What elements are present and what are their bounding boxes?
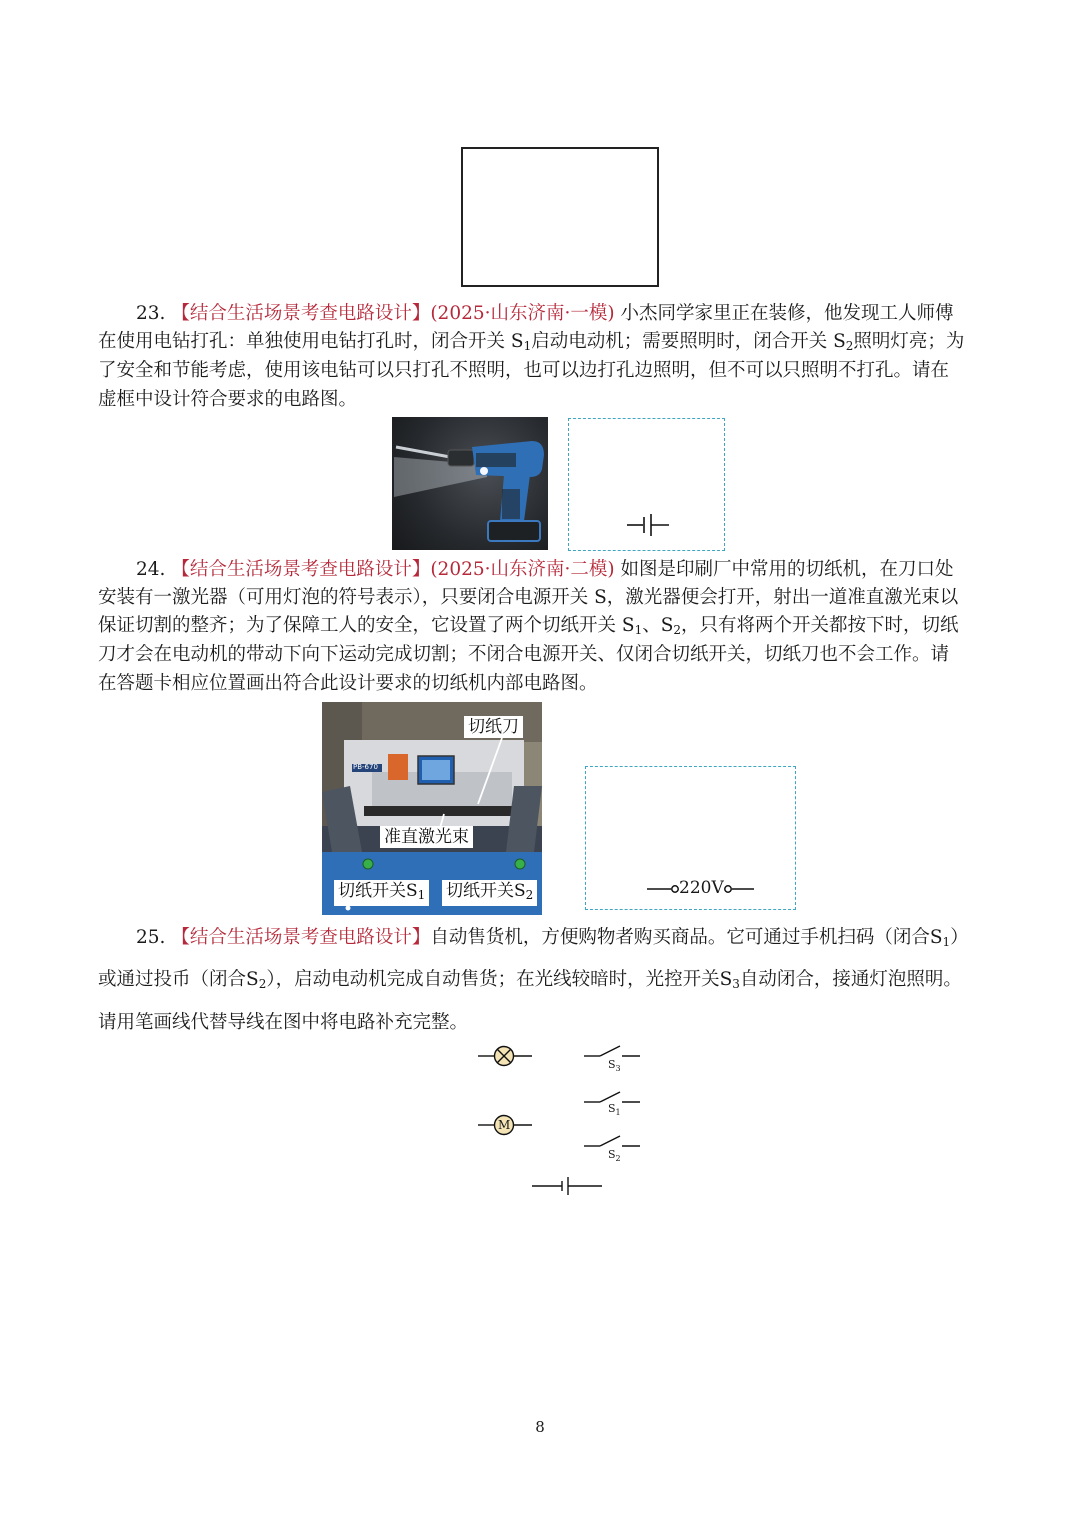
q25-tag: 【结合生活场景考查电路设计】 — [171, 927, 431, 948]
q24-tag: 【结合生活场景考查电路设计】 — [171, 559, 431, 580]
paper-cutter-photo — [322, 702, 542, 915]
page-number: 8 — [535, 1418, 545, 1436]
label-switch-2-text: 切纸开关S — [446, 881, 526, 901]
q25-text-1a: 自动售货机，方便购物者购买商品。它可通过手机扫码（闭合S — [430, 927, 943, 948]
voltage-label: 220V — [679, 878, 724, 898]
lamp-symbol-icon — [476, 1041, 536, 1071]
battery-symbol — [625, 512, 671, 538]
q25-line-3 — [98, 1009, 468, 1037]
q25-text-2a: 或通过投币（闭合S — [98, 969, 259, 990]
q24-line-2 — [98, 584, 958, 612]
q24-line-4 — [98, 641, 949, 669]
q25-line-1 — [136, 924, 969, 956]
label-switch-1-sub: 1 — [417, 888, 426, 902]
terminal-left-icon — [647, 877, 679, 901]
q25-text-2b: ），启动电动机完成自动售货；在光线较暗时，光控开关S — [266, 969, 733, 990]
q25-line-2 — [98, 966, 962, 998]
switch-s3-label — [608, 1058, 621, 1076]
q24-text-3b: 、S — [642, 615, 674, 636]
battery-q25-icon — [530, 1175, 604, 1197]
q25-number: 25. — [136, 927, 166, 948]
q25-text-2c: 自动闭合，接通灯泡照明。 — [739, 969, 962, 990]
q23-number: 23. — [136, 303, 166, 324]
label-switch-1 — [334, 880, 429, 906]
q23-text-4: 虚框中设计符合要求的电路图。 — [98, 389, 358, 410]
q24-text-4: 刀才会在电动机的带动下向下运动完成切割；不闭合电源开关、仅闭合切纸开关，切纸刀也不会工作。请 — [98, 644, 950, 665]
q25-sub-3: 3 — [732, 977, 740, 991]
q24-sub-2: 2 — [673, 623, 682, 637]
switch-s1-letter: S — [608, 1102, 616, 1115]
label-laser-text: 准直激光束 — [384, 827, 469, 847]
switch-s1-sub: 1 — [615, 1108, 621, 1117]
machine-badge: PB-670 — [353, 763, 378, 771]
q24-text-3a: 保证切割的整齐；为了保障工人的安全，它设置了两个切纸开关 S — [98, 615, 635, 636]
switch-s3-letter: S — [608, 1058, 616, 1071]
switch-s2-label — [608, 1148, 621, 1166]
drill-photo — [392, 417, 548, 550]
switch-s2-letter: S — [608, 1148, 616, 1161]
motor-label: M — [498, 1118, 511, 1132]
terminal-right-icon — [724, 877, 754, 901]
label-switch-1-text: 切纸开关S — [338, 881, 418, 901]
q23-line-3 — [98, 357, 949, 385]
q24-text-3c: ，只有将两个开关都按下时，切纸 — [681, 615, 959, 636]
label-blade-text: 切纸刀 — [468, 717, 519, 737]
label-blade — [464, 716, 523, 738]
q23-text-2a: 在使用电钻打孔：单独使用电钻打孔时，闭合开关 S — [98, 331, 524, 352]
label-switch-2-sub: 2 — [525, 888, 534, 902]
q23-source: (2025·山东济南·一模) — [430, 303, 615, 324]
q23-line-2 — [98, 328, 964, 360]
q24-line-3 — [98, 612, 959, 644]
q24-text-5: 在答题卡相应位置画出符合此设计要求的切纸机内部电路图。 — [98, 673, 598, 694]
q23-tag: 【结合生活场景考查电路设计】 — [171, 303, 431, 324]
q25-sub-2: 2 — [258, 977, 267, 991]
q23-line-1 — [136, 300, 954, 328]
label-laser — [380, 826, 473, 848]
label-switch-2 — [442, 880, 537, 906]
q25-sub-1: 1 — [942, 935, 951, 949]
q23-text-2b: 启动电动机；需要照明时，闭合开关 S — [531, 331, 846, 352]
q23-text-2c: 照明灯亮；为 — [853, 331, 965, 352]
drill-illustration — [392, 417, 548, 550]
q24-line-5 — [98, 670, 598, 698]
q24-sub-1: 1 — [634, 623, 643, 637]
switch-s2-sub: 2 — [615, 1154, 621, 1163]
q24-text-2: 安装有一激光器（可用灯泡的符号表示），只要闭合电源开关 S，激光器便会打开，射出一道准直激光束以 — [98, 587, 959, 608]
q24-line-1 — [136, 556, 954, 584]
voltage-terminal — [647, 876, 754, 900]
q23-sub-1: 1 — [523, 339, 532, 353]
q24-source: (2025·山东济南·二模) — [430, 559, 615, 580]
q25-text-1b: ） — [950, 927, 969, 948]
q23-text-3: 了安全和节能考虑，使用该电钻可以只打孔不照明，也可以边打孔边照明，但不可以只照明不打孔。请在 — [98, 360, 950, 381]
switch-s3-sub: 3 — [615, 1064, 621, 1073]
q23-text-1: 小杰同学家里正在装修，他发现工人师傅 — [620, 303, 954, 324]
switch-s1-label — [608, 1102, 621, 1120]
q24-text-1: 如图是印刷厂中常用的切纸机，在刀口处 — [620, 559, 954, 580]
top-answer-box — [461, 147, 659, 287]
q25-text-3: 请用笔画线代替导线在图中将电路补充完整。 — [98, 1012, 469, 1033]
q23-line-4 — [98, 386, 357, 414]
q24-number: 24. — [136, 559, 166, 580]
q23-sub-2: 2 — [845, 339, 854, 353]
